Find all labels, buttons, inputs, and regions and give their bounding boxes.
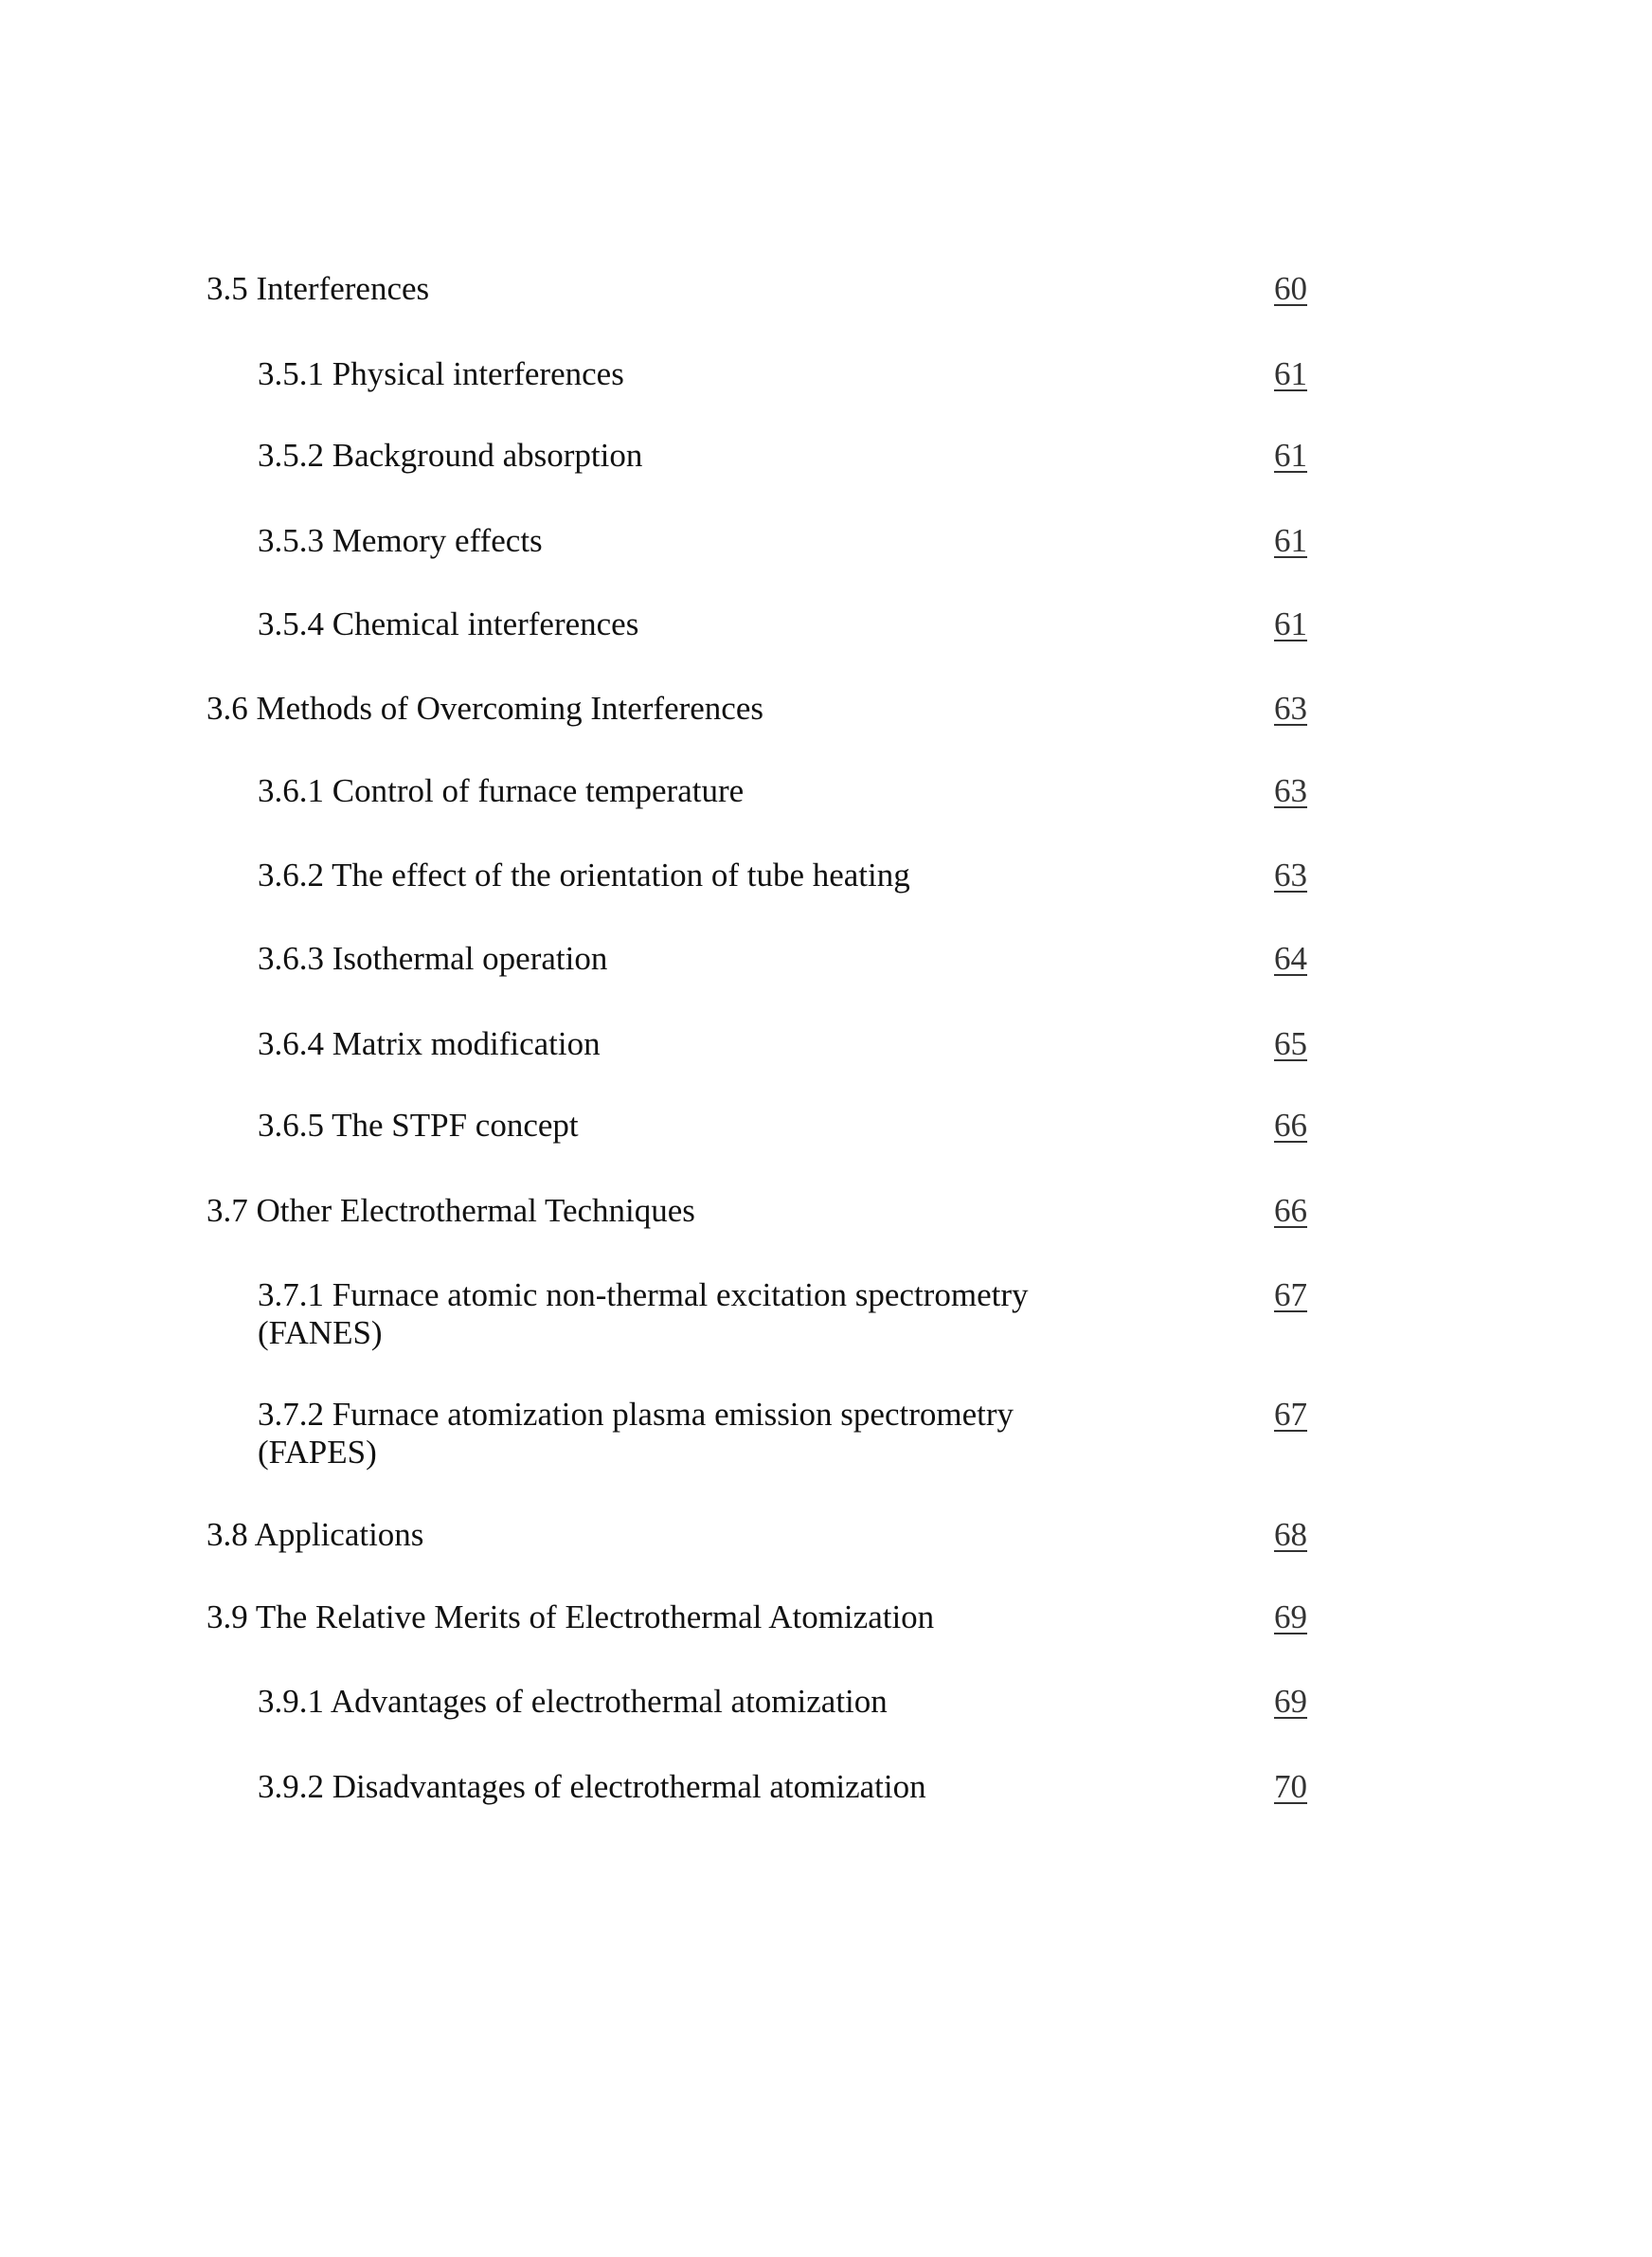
toc-entry-title: 3.9 The Relative Merits of Electrothermal Atomization bbox=[206, 1598, 935, 1635]
toc-page-link[interactable]: 66 bbox=[1274, 1107, 1307, 1144]
toc-page-link[interactable]: 67 bbox=[1274, 1276, 1307, 1313]
toc-page-link[interactable]: 67 bbox=[1274, 1396, 1307, 1433]
toc-page-link[interactable]: 69 bbox=[1274, 1683, 1307, 1720]
toc-entry-title: 3.5.2 Background absorption bbox=[258, 437, 643, 474]
toc-page-link[interactable]: 70 bbox=[1274, 1768, 1307, 1805]
toc-page-link[interactable]: 65 bbox=[1274, 1025, 1307, 1062]
toc-page-link[interactable]: 63 bbox=[1274, 857, 1307, 894]
toc-entry-title: 3.7.2 Furnace atomization plasma emission spectrometry (FAPES) bbox=[258, 1396, 1014, 1471]
toc-entry-title: 3.6 Methods of Overcoming Interferences bbox=[206, 690, 763, 727]
toc-page-link[interactable]: 69 bbox=[1274, 1598, 1307, 1635]
toc-entry-title: 3.6.4 Matrix modification bbox=[258, 1025, 601, 1062]
toc-page-link[interactable]: 61 bbox=[1274, 355, 1307, 392]
toc-entry-title: 3.6.1 Control of furnace temperature bbox=[258, 772, 745, 809]
toc-page-link[interactable]: 63 bbox=[1274, 772, 1307, 809]
toc-page-link[interactable]: 63 bbox=[1274, 690, 1307, 727]
toc-page-link[interactable]: 68 bbox=[1274, 1516, 1307, 1553]
toc-entry-title: 3.5.4 Chemical interferences bbox=[258, 605, 639, 642]
toc-entry-title: 3.7 Other Electrothermal Techniques bbox=[206, 1192, 695, 1229]
toc-entry-title: 3.9.2 Disadvantages of electrothermal atomization bbox=[258, 1768, 926, 1805]
toc-entry-title: 3.6.3 Isothermal operation bbox=[258, 940, 608, 977]
toc-page-link[interactable]: 66 bbox=[1274, 1192, 1307, 1229]
toc-entry-title: 3.5 Interferences bbox=[206, 270, 430, 307]
toc-entry-title: 3.6.5 The STPF concept bbox=[258, 1107, 579, 1144]
toc-entry-title: 3.9.1 Advantages of electrothermal atomization bbox=[258, 1683, 888, 1720]
toc-page-link[interactable]: 60 bbox=[1274, 270, 1307, 307]
toc-page-link[interactable]: 61 bbox=[1274, 437, 1307, 474]
toc-page-link[interactable]: 61 bbox=[1274, 522, 1307, 559]
toc-page-link[interactable]: 64 bbox=[1274, 940, 1307, 977]
toc-entry-title: 3.5.3 Memory effects bbox=[258, 522, 543, 559]
toc-entry-title: 3.5.1 Physical interferences bbox=[258, 355, 624, 392]
toc-page-link[interactable]: 61 bbox=[1274, 605, 1307, 642]
toc-entry-title: 3.6.2 The effect of the orientation of tube heating bbox=[258, 857, 910, 894]
toc-entry-title: 3.7.1 Furnace atomic non-thermal excitation spectrometry (FANES) bbox=[258, 1276, 1029, 1351]
toc-entry-title: 3.8 Applications bbox=[206, 1516, 424, 1553]
